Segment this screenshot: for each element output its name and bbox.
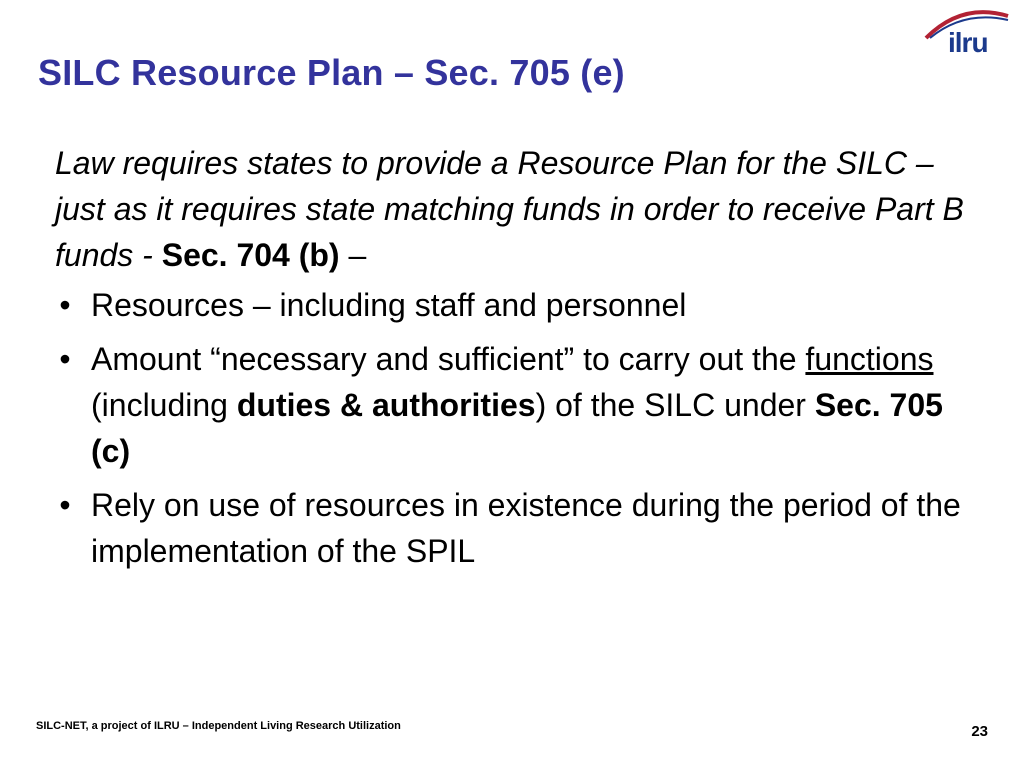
page-number: 23: [971, 723, 988, 740]
slide-title: SILC Resource Plan – Sec. 705 (e): [38, 52, 625, 93]
bullet-text-part3: ) of the SILC under: [535, 387, 806, 423]
functions-underlined-text: functions: [805, 341, 934, 377]
bullet-dot-icon: •: [59, 287, 71, 323]
bullet-text-part1: Amount “necessary and sufficient” to carry out the: [91, 341, 797, 377]
intro-trailing-dash: –: [348, 237, 367, 273]
bullet-text: Rely on use of resources in existence during the period of the implementation of the SPIL: [91, 487, 961, 569]
intro-text: Law requires states to provide a Resource Plan for the SILC – just as it requires state matching funds in order to receive Part B funds -: [55, 145, 964, 273]
bullet-item: [55, 336, 975, 474]
bullet-text: Resources – including staff and personnel: [91, 287, 687, 323]
bullet-dot-icon: •: [59, 487, 71, 523]
footer-text: SILC-NET, a project of ILRU – Independent Living Research Utilization: [36, 720, 401, 732]
intro-paragraph: [55, 140, 975, 278]
ilru-logo: [922, 8, 1012, 58]
bullet-list: [55, 282, 975, 574]
sec-705c-bold: Sec. 705 (c): [91, 387, 943, 469]
bullet-item: [55, 282, 975, 328]
slide-body: [55, 140, 975, 582]
bullet-dot-icon: •: [59, 341, 71, 377]
bullet-text-part2: (including: [91, 387, 228, 423]
duties-authorities-bold: duties & authorities: [236, 387, 536, 423]
logo-text: ilru: [948, 27, 988, 58]
bullet-item: [55, 482, 975, 574]
intro-reference: Sec. 704 (b): [161, 237, 340, 273]
